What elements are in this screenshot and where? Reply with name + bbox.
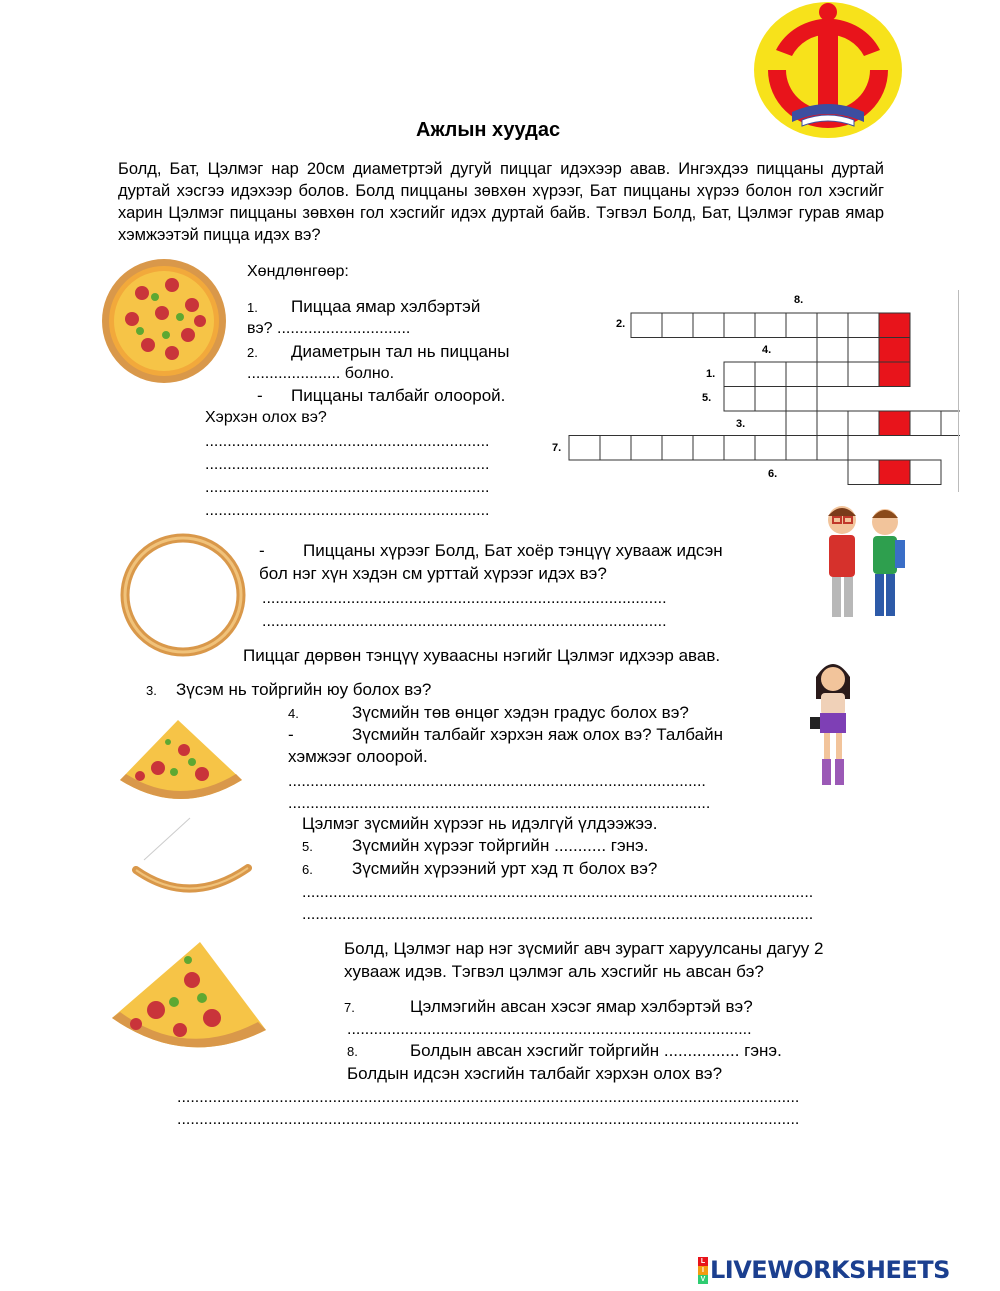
slice-crust-image [128, 812, 258, 904]
question-7-number: 7. [344, 1000, 355, 1015]
answer-line[interactable]: ............................................................................................................................................ [177, 1089, 800, 1106]
question-area-text: Пиццаны талбайг олоорой. [291, 386, 506, 405]
crossword-cell[interactable] [724, 362, 755, 387]
question-crust-text: Пиццаны хүрээг Болд, Бат хоёр тэнцүү хуваaж идсэн [303, 541, 723, 560]
question-slice-area [288, 724, 723, 746]
dash-marker: - [288, 725, 294, 744]
answer-line[interactable]: ........................................................................................... [347, 1021, 752, 1038]
question-1 [247, 296, 480, 319]
crossword-cell[interactable] [631, 436, 662, 461]
question-7 [344, 996, 753, 1019]
boys-cartoon-image [815, 500, 915, 625]
question-2 [247, 341, 510, 364]
crossword-cell[interactable] [817, 338, 848, 363]
crossword-key-cell[interactable] [879, 411, 910, 436]
liveworksheets-icon: L I V [698, 1257, 708, 1284]
dash-marker: - [259, 541, 265, 560]
crossword-cell[interactable] [569, 436, 600, 461]
crossword-cell[interactable] [848, 411, 879, 436]
crossword-cell[interactable] [786, 313, 817, 338]
question-3-text: Зүсэм нь тойргийн юу болох вэ? [176, 680, 432, 699]
question-3-number: 3. [146, 683, 157, 698]
question-4-text: Зүсмийн төв өнцөг хэдэн градус болох вэ? [352, 703, 689, 722]
crossword-cell[interactable] [786, 387, 817, 412]
crossword-cell[interactable] [848, 313, 879, 338]
crossword-cell[interactable] [848, 460, 879, 485]
answer-line[interactable]: ........................................................................................... [262, 613, 667, 630]
liveworksheets-logo[interactable] [698, 1255, 950, 1285]
crossword-key-cell[interactable] [879, 338, 910, 363]
question-5-text: Зүсмийн хүрээг тойргийн ........... гэнэ. [352, 836, 649, 855]
crossword-key-cell[interactable] [879, 313, 910, 338]
question-2-answer-line[interactable]: ..................... болно. [247, 365, 395, 382]
crossword-cell[interactable] [662, 313, 693, 338]
answer-line[interactable]: ................................................................................................................... [302, 884, 814, 901]
question-6 [302, 858, 657, 881]
question-area [247, 385, 505, 407]
answer-line[interactable]: .............................................................................................. [288, 773, 706, 790]
question-8-number: 8. [347, 1044, 358, 1059]
question-4-number: 4. [288, 706, 299, 721]
question-8-line2: Болдын идсэн хэсгийн талбайг хэрхэн олох вэ? [347, 1064, 723, 1083]
answer-line[interactable]: ............................................................................................... [288, 795, 711, 812]
crust-note: Цэлмэг зүсмийн хүрээг нь идэлгүй үлдээжээ. [302, 814, 658, 833]
crossword-cell[interactable] [755, 436, 786, 461]
question-7-text: Цэлмэгийн авсан хэсэг ямар хэлбэртэй вэ? [410, 997, 753, 1016]
crossword-cell[interactable] [817, 362, 848, 387]
pizza-slice-image [118, 718, 244, 806]
question-1-answer-line[interactable]: вэ? .............................. [247, 320, 411, 337]
worksheet-title: Ажлын хуудас [416, 119, 561, 141]
crossword-label-1: 1. [706, 368, 716, 380]
crossword-cell[interactable] [910, 411, 941, 436]
crossword-cell[interactable] [786, 362, 817, 387]
crossword-grid[interactable] [550, 290, 960, 495]
crossword-key-cell[interactable] [879, 460, 910, 485]
question-area-line2: Хэрхэн олох вэ? [205, 409, 327, 426]
crossword-label-8: 8. [794, 294, 804, 306]
crossword-cell[interactable] [755, 387, 786, 412]
crossword-cell[interactable] [724, 313, 755, 338]
crossword-cell[interactable] [817, 313, 848, 338]
task-paragraph-line2: хуваaж идэв. Тэгвэл цэлмэг аль хэсгийг нь авсан бэ? [344, 962, 764, 981]
question-1-number: 1. [247, 300, 258, 315]
question-4 [288, 702, 689, 725]
dash-marker: - [257, 386, 263, 405]
crossword-cell[interactable] [817, 436, 848, 461]
question-crust [259, 540, 723, 562]
crossword-label-5: 5. [702, 392, 712, 404]
crossword-key-cell[interactable] [879, 362, 910, 387]
answer-line[interactable]: ................................................................ [205, 479, 490, 496]
question-crust-line2: бол нэг хүн хэдэн см урттай хүрээг идэх вэ? [259, 564, 607, 583]
crossword-cell[interactable] [631, 313, 662, 338]
divider-line [958, 290, 959, 492]
crossword-label-6: 6. [768, 468, 778, 480]
crossword-cell[interactable] [786, 411, 817, 436]
question-3 [146, 679, 431, 702]
question-slice-area-text: Зүсмийн талбайг хэрхэн яаж олох вэ? Талбайн [352, 725, 723, 744]
crossword-cell[interactable] [693, 313, 724, 338]
question-6-number: 6. [302, 862, 313, 877]
liveworksheets-brand: LIVEWORKSHEETS [710, 1256, 950, 1284]
crossword-label-7: 7. [552, 442, 562, 454]
crossword-cell[interactable] [910, 460, 941, 485]
question-6-text: Зүсмийн хүрээний урт хэд π болох вэ? [352, 859, 658, 878]
crossword-cell[interactable] [817, 411, 848, 436]
question-5-number: 5. [302, 839, 313, 854]
crossword-cell[interactable] [600, 436, 631, 461]
crossword-cell[interactable] [724, 436, 755, 461]
question-8-text: Болдын авсан хэсгийг тойргийн ................ гэнэ. [410, 1041, 782, 1060]
answer-line[interactable]: ................................................................................................................... [302, 906, 814, 923]
answer-line[interactable]: ................................................................ [205, 502, 490, 519]
question-slice-area-line2: хэмжээг олоорой. [288, 747, 428, 766]
crossword-label-2: 2. [616, 318, 626, 330]
crossword-puzzle [550, 290, 960, 495]
answer-line[interactable]: ................................................................ [205, 456, 490, 473]
task-paragraph-line1: Болд, Цэлмэг нар нэг зүсмийг авч зурагт харуулсаны дагуу 2 [344, 939, 824, 958]
crossword-cell[interactable] [693, 436, 724, 461]
intro-paragraph: Болд, Бат, Цэлмэг нар 20см диаметртэй дугуй пиццаг идэхээр авав. Ингэхдээ пиццаны дуртай дуртай хэсгээ идэхээр болов. Болд пиццаны зөвхөн хүрээг, Бат пиццаны хүрээ болон гол хэсгийг харин Цэлмэг пиццаны зөвхөн гол хэсгийг идэх дуртай байв. Тэгвэл Болд, Бат, Цэлмэг гурав ямар хэмжээтэй пицца идэх вэ? [118, 160, 884, 244]
girl-cartoon-image [808, 655, 858, 790]
question-2-number: 2. [247, 345, 258, 360]
section-note: Пиццаг дөрвөн тэнцүү хуваасны нэгийг Цэлмэг идхээр авав. [243, 646, 721, 665]
question-1-text: Пиццаа ямар хэлбэртэй [291, 297, 481, 316]
answer-line[interactable]: ........................................................................................... [262, 590, 667, 607]
school-logo [752, 0, 904, 142]
answer-line[interactable]: ............................................................................................................................................ [177, 1111, 800, 1128]
large-pizza-slice-image [108, 938, 268, 1058]
crossword-cell[interactable] [662, 436, 693, 461]
question-2-text: Диаметрын тал нь пиццаны [291, 342, 510, 361]
crossword-cell[interactable] [786, 436, 817, 461]
crossword-label-4: 4. [762, 344, 772, 356]
crossword-cell[interactable] [755, 313, 786, 338]
pizza-crust-image [120, 533, 246, 657]
question-8 [347, 1040, 782, 1063]
crossword-cell[interactable] [848, 338, 879, 363]
crossword-cell[interactable] [755, 362, 786, 387]
crossword-cell[interactable] [848, 362, 879, 387]
crossword-label-3: 3. [736, 418, 746, 430]
crossword-cell[interactable] [724, 387, 755, 412]
whole-pizza-image [100, 257, 228, 385]
answer-line[interactable]: ................................................................ [205, 433, 490, 450]
hint-heading: Хөндлөнгөөр: [247, 263, 349, 280]
question-5 [302, 835, 648, 858]
